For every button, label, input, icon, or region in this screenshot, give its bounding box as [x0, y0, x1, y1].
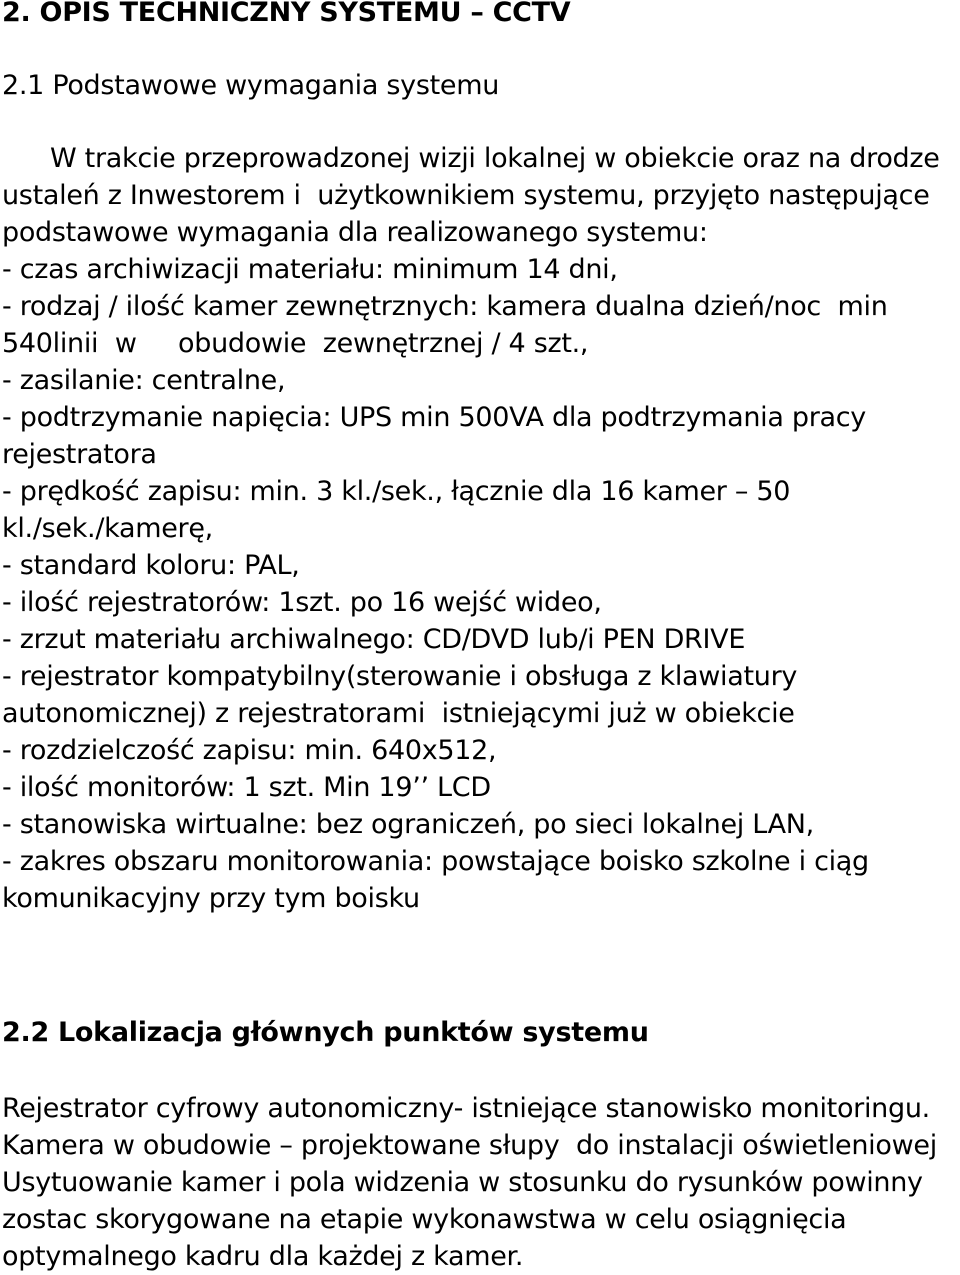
list-item: - zasilanie: centralne, — [2, 365, 286, 396]
list-item: - prędkość zapisu: min. 3 kl./sek., łącznie dla 16 kamer – 50 — [2, 476, 791, 507]
list-item: - rejestrator kompatybilny(sterowanie i obsługa z klawiatury — [2, 661, 798, 692]
body-line: Kamera w obudowie – projektowane słupy do instalacji oświetleniowej — [2, 1130, 937, 1161]
list-item: rejestratora — [2, 439, 157, 470]
list-item: - ilość rejestratorów: 1szt. po 16 wejść wideo, — [2, 587, 602, 618]
list-item: - rozdzielczość zapisu: min. 640x512, — [2, 735, 497, 766]
list-item: autonomicznej) z rejestratorami istniejącymi już w obiekcie — [2, 698, 795, 729]
list-item: - podtrzymanie napięcia: UPS min 500VA dla podtrzymania pracy — [2, 402, 866, 433]
body-line: Rejestrator cyfrowy autonomiczny- istniejące stanowisko monitoringu. — [2, 1093, 930, 1124]
list-item: - standard koloru: PAL, — [2, 550, 300, 581]
list-item: 540linii w obudowie zewnętrznej / 4 szt., — [2, 328, 589, 359]
intro-line: W trakcie przeprowadzonej wizji lokalnej w obiekcie oraz na drodze — [50, 143, 940, 174]
list-item: kl./sek./kamerę, — [2, 513, 213, 544]
list-item: - czas archiwizacji materiału: minimum 14 dni, — [2, 254, 618, 285]
list-item: - zrzut materiału archiwalnego: CD/DVD lub/i PEN DRIVE — [2, 624, 746, 655]
list-item: - rodzaj / ilość kamer zewnętrznych: kamera dualna dzień/noc min — [2, 291, 888, 322]
list-item: komunikacyjny przy tym boisku — [2, 883, 420, 914]
intro-line: ustaleń z Inwestorem i użytkownikiem systemu, przyjęto następujące — [2, 180, 930, 211]
list-item: - stanowiska wirtualne: bez ograniczeń, po sieci lokalnej LAN, — [2, 809, 814, 840]
list-item: - zakres obszaru monitorowania: powstające boisko szkolne i ciąg — [2, 846, 869, 877]
document-heading: 2. OPIS TECHNICZNY SYSTEMU – CCTV — [2, 0, 571, 28]
list-item: - ilość monitorów: 1 szt. Min 19’’ LCD — [2, 772, 491, 803]
section-2-title: 2.2 Lokalizacja głównych punktów systemu — [2, 1017, 649, 1048]
body-line: zostac skorygowane na etapie wykonawstwa w celu osiągnięcia — [2, 1204, 847, 1235]
section-1-title: 2.1 Podstawowe wymagania systemu — [2, 70, 500, 101]
body-line: Usytuowanie kamer i pola widzenia w stosunku do rysunków powinny — [2, 1167, 923, 1198]
body-line: optymalnego kadru dla każdej z kamer. — [2, 1241, 524, 1272]
intro-line: podstawowe wymagania dla realizowanego systemu: — [2, 217, 708, 248]
